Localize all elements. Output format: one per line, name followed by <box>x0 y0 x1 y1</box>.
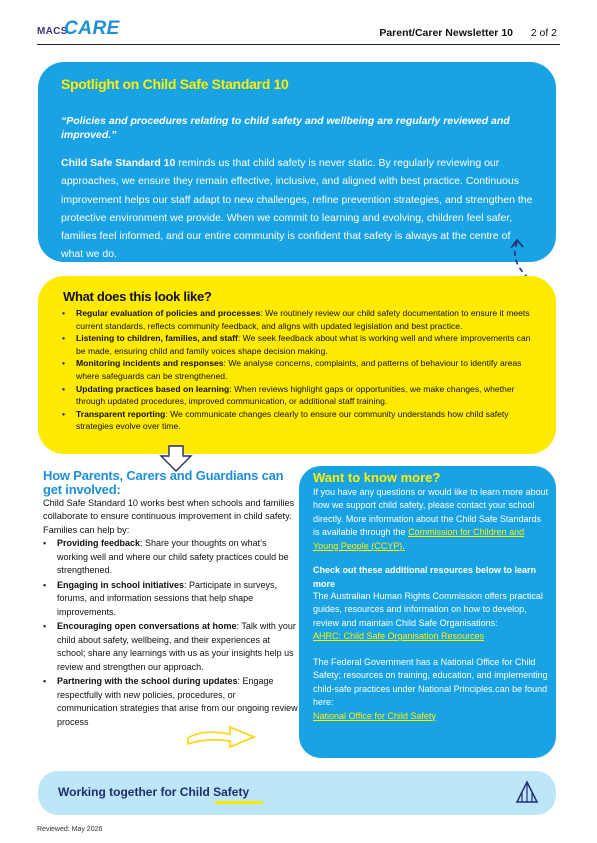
list-item-bold: Updating practices based on learning <box>76 383 230 394</box>
want-more-paragraph-2 <box>313 590 549 644</box>
tent-logo-icon <box>515 780 539 804</box>
want-more-text: The Australian Human Rights Commission offers practical guides, resources and information on how to develop, review and maintain Child Safe Organisations: <box>313 591 543 628</box>
list-item-bold: Encouraging open conversations at home <box>57 621 237 631</box>
list-item-text: : We analyse concerns, complaints, and patterns of behaviour to identify areas where safeguards can be strengthened. <box>76 358 522 381</box>
what-looks-like-list <box>62 307 532 433</box>
list-item-bold: Regular evaluation of policies and processes <box>76 308 261 318</box>
list-item-text: : We seek feedback about what is working well and where improvements can be made, ensuring child and family voices shape decision making. <box>76 333 531 356</box>
national-office-link[interactable]: National Office for Child Safety <box>313 710 436 721</box>
spotlight-title: Spotlight on Child Safe Standard 10 <box>61 76 289 92</box>
list-item-bold: Engaging in school initiatives <box>57 579 185 590</box>
list-item: • Providing feedback: Share your thoughts on what’s working well and where our child safety practices could be strengthened. <box>43 538 289 575</box>
want-more-text: If you have any questions or would like to learn more about how we support child safety, please contact your school directly. More information about the Child Safe Standards is available through the <box>313 487 549 538</box>
want-more-title: Want to know more? <box>313 470 441 485</box>
list-item: • Regular evaluation of policies and processes: We routinely review our child safety documentation to ensure it meets current standards, reflects community feedback, and aligns with updated legislation and best practice. <box>62 308 530 331</box>
page-indicator: 2 of 2 <box>530 27 557 39</box>
ahrc-link[interactable]: AHRC: Child Safe Organisation Resources <box>313 631 485 642</box>
involved-list <box>43 537 298 730</box>
list-item-bold: Monitoring incidents and responses <box>76 358 224 369</box>
list-item-text: : Share your thoughts on what’s working well and where our child safety practices could be strengthened. <box>57 538 289 575</box>
list-item: • Monitoring incidents and responses: We analyse concerns, complaints, and patterns of behaviour to identify areas where safeguards can be strengthened. <box>62 358 522 381</box>
spotlight-body-text: reminds us that child safety is never static. By regularly reviewing our approaches, we ensure they remain effective, inclusive, and aligned with best practice. Continuous improvement helps our staff adapt to new challenges, refine prevention strategies, and strengthen the protective environment we provide. When we commit to learning and evolving, children feel safer, families feel informed, and our entire community is confident that safety is always at the centre of what we do. <box>61 157 533 261</box>
involved-intro: Child Safe Standard 10 works best when schools and families collaborate to ensure continuous improvement in child safety. Families can help by: <box>43 498 295 535</box>
brand-small-logo: MACS <box>37 26 68 37</box>
ccyp-link[interactable]: Commission for Children and Young People (CCYP). <box>313 527 525 551</box>
list-item-bold: Providing feedback <box>57 538 141 548</box>
list-item: • Updating practices based on learning: When reviews highlight gaps or opportunities, we make changes, whether through updated procedures, improved communication, or additional staff training. <box>62 383 515 407</box>
want-more-paragraph-3 <box>313 656 549 723</box>
spotlight-body-bold: Child Safe Standard 10 <box>61 157 176 169</box>
list-item-text: : When reviews highlight gaps or opportunities, we make changes, whether through updated procedures, improved communication, or additional staff training. <box>76 383 515 407</box>
reviewed-date: Reviewed: May 2026 <box>37 826 103 833</box>
list-item-text: : Participate in surveys, forums, and information sessions that help shape improvements. <box>57 579 278 617</box>
what-looks-like-title: What does this look like? <box>63 289 212 304</box>
list-item: • Partnering with the school during updates: Engage respectfully with new policies, procedures, or communication strategies that arise from our ongoing review process <box>43 676 298 727</box>
header-divider <box>37 44 560 45</box>
footer-banner-text: Working together for Child Safety <box>58 785 250 799</box>
right-arrow-icon <box>186 724 258 750</box>
list-item-text: : Talk with your child about safety, wellbeing, and their experiences at school; share any learnings with us as your insights help us review and strengthen our approach. <box>57 621 296 672</box>
involved-title: How Parents, Carers and Guardians can get involved: <box>43 468 284 497</box>
spotlight-quote: “Policies and procedures relating to child safety and wellbeing are regularly reviewed and improved.” <box>61 115 510 141</box>
footer-underline <box>215 801 263 804</box>
resources-heading: Check out these additional resources below to learn more <box>313 565 537 589</box>
list-item-text: : Engage respectfully with new policies, procedures, or communication strategies that arise from our ongoing review process <box>57 676 298 727</box>
newsletter-title: Parent/Carer Newsletter 10 <box>379 27 513 39</box>
spotlight-body <box>61 154 535 264</box>
list-item: • Transparent reporting: We communicate changes clearly to ensure our community understands how child safety strategies evolve over time. <box>62 408 509 432</box>
list-item-bold: Transparent reporting <box>76 408 166 419</box>
list-item: • Listening to children, families, and staff: We seek feedback about what is working well and where improvements can be made, ensuring child and family voices shape decision making. <box>62 333 531 356</box>
want-more-text: The Federal Government has a National Office for Child Safety; resources on training, education, and implementing child-safe practices under National Principles.can be found here: <box>313 657 548 708</box>
list-item-bold: Listening to children, families, and staff <box>76 333 238 344</box>
brand-care-logo: CARE <box>64 18 120 39</box>
want-more-paragraph-1 <box>313 486 549 553</box>
list-item: • Encouraging open conversations at home: Talk with your child about safety, wellbeing, and their experiences at school; share any learnings with us as your insights help us review and strengthen our approach. <box>43 621 296 672</box>
list-item-bold: Partnering with the school during updates <box>57 676 238 686</box>
list-item-text: : We communicate changes clearly to ensure our community understands how child safety strategies evolve over time. <box>76 408 509 432</box>
list-item: • Engaging in school initiatives: Participate in surveys, forums, and information sessions that help shape improvements. <box>43 579 278 617</box>
list-item-text: : We routinely review our child safety documentation to ensure it meets current standards, reflects community feedback, and aligns with updated legislation and best practice. <box>76 308 530 331</box>
